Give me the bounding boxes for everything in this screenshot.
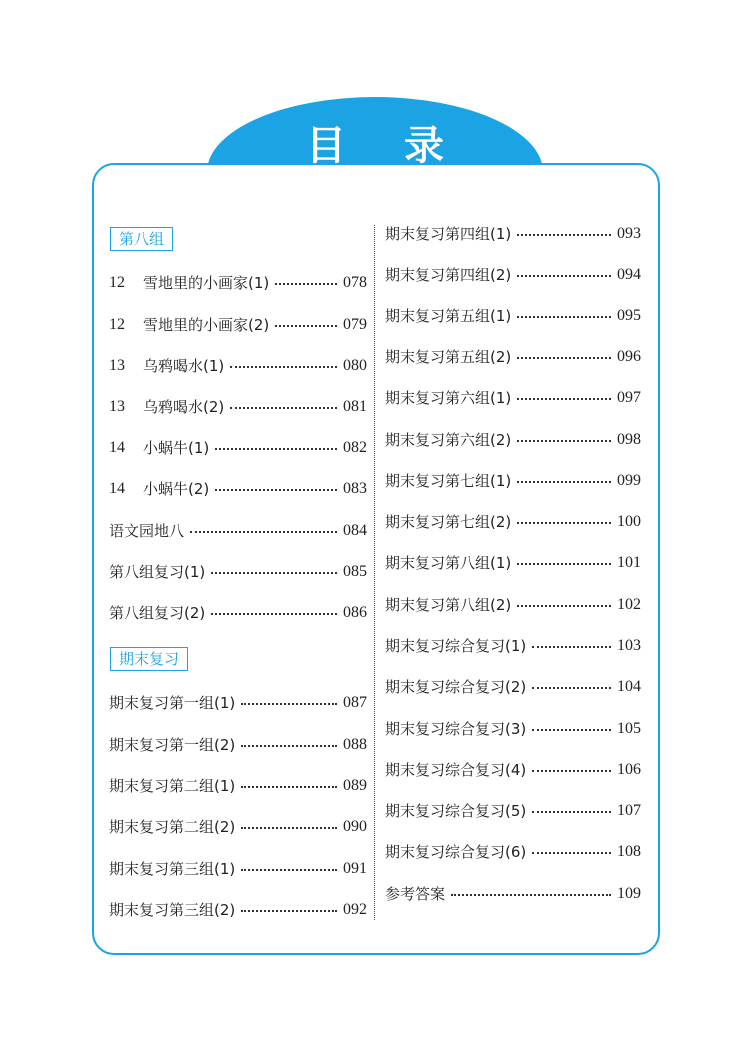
page-number: 102: [617, 596, 641, 613]
entry-title: 期末复习第八组(1): [385, 554, 512, 572]
entry-title: 期末复习第三组(1): [109, 860, 236, 878]
toc-entry[interactable]: [385, 470, 641, 492]
toc-entry[interactable]: [109, 396, 367, 418]
entry-title: 期末复习第七组(1): [385, 472, 512, 490]
page-number: 080: [343, 357, 367, 374]
page-number: 079: [343, 316, 367, 333]
dot-leader: [275, 283, 337, 285]
page-number: 083: [343, 480, 367, 497]
toc-entry[interactable]: [385, 346, 641, 368]
toc-entry[interactable]: [385, 759, 641, 781]
toc-entry[interactable]: [109, 561, 367, 583]
lesson-number: 12: [109, 316, 125, 333]
entry-title: 期末复习第三组(2): [109, 901, 236, 919]
dot-leader: [517, 481, 611, 483]
page-number: 086: [343, 604, 367, 621]
toc-entry[interactable]: [385, 429, 641, 451]
toc-entry[interactable]: [385, 264, 641, 286]
page-number: 088: [343, 736, 367, 753]
entry-title: 期末复习第五组(2): [385, 348, 512, 366]
toc-entry[interactable]: [109, 272, 367, 294]
toc-entry[interactable]: [109, 775, 367, 797]
entry-title: 期末复习第二组(1): [109, 777, 236, 795]
page-number: 104: [617, 678, 641, 695]
dot-leader: [241, 703, 337, 705]
entry-title: 期末复习第四组(1): [385, 225, 512, 243]
section-label-final-review: 期末复习: [110, 647, 188, 671]
entry-title: 期末复习第五组(1): [385, 307, 512, 325]
lesson-number: 12: [109, 274, 125, 291]
toc-entry[interactable]: [109, 858, 367, 880]
toc-entry[interactable]: [109, 437, 367, 459]
toc-entry[interactable]: [109, 734, 367, 756]
toc-entry[interactable]: [385, 841, 641, 863]
page-number: 103: [617, 637, 641, 654]
column-divider: [374, 225, 375, 920]
dot-leader: [517, 398, 611, 400]
entry-title: 小蜗牛(1): [143, 439, 210, 457]
dot-leader: [275, 325, 337, 327]
lesson-number: 13: [109, 357, 125, 374]
page-number: 092: [343, 901, 367, 918]
entry-title: 语文园地八: [109, 522, 185, 540]
toc-entry[interactable]: [385, 594, 641, 616]
entry-title: 期末复习第八组(2): [385, 596, 512, 614]
entry-title: 期末复习第六组(2): [385, 431, 512, 449]
toc-entry[interactable]: [385, 676, 641, 698]
page-number: 107: [617, 802, 641, 819]
toc-entry[interactable]: [385, 718, 641, 740]
page-number: 085: [343, 563, 367, 580]
page-number: 089: [343, 777, 367, 794]
toc-entry[interactable]: [385, 511, 641, 533]
page-number: 101: [617, 554, 641, 571]
dot-leader: [517, 605, 611, 607]
entry-title: 期末复习第一组(1): [109, 694, 236, 712]
toc-entry[interactable]: [109, 314, 367, 336]
entry-title: 雪地里的小画家(2): [143, 316, 270, 334]
dot-leader: [517, 440, 611, 442]
page-number: 095: [617, 307, 641, 324]
dot-leader: [190, 531, 337, 533]
page-number: 106: [617, 761, 641, 778]
dot-leader: [532, 811, 611, 813]
lesson-number: 14: [109, 480, 125, 497]
dot-leader: [215, 489, 337, 491]
entry-title: 期末复习综合复习(4): [385, 761, 527, 779]
dot-leader: [230, 366, 337, 368]
toc-entry[interactable]: [385, 305, 641, 327]
dot-leader: [241, 910, 337, 912]
dot-leader: [241, 745, 337, 747]
entry-title: 乌鸦喝水(1): [143, 357, 225, 375]
dot-leader: [211, 572, 337, 574]
toc-entry[interactable]: [109, 355, 367, 377]
page-number: 093: [617, 225, 641, 242]
page-number: 108: [617, 843, 641, 860]
dot-leader: [215, 448, 337, 450]
page-number: 087: [343, 694, 367, 711]
page-number: 081: [343, 398, 367, 415]
toc-entry[interactable]: [385, 800, 641, 822]
lesson-number: 14: [109, 439, 125, 456]
dot-leader: [532, 852, 611, 854]
toc-entry[interactable]: [385, 223, 641, 245]
dot-leader: [532, 687, 611, 689]
section-label-group8: 第八组: [110, 227, 173, 251]
entry-title: 期末复习综合复习(1): [385, 637, 527, 655]
dot-leader: [241, 869, 337, 871]
toc-entry[interactable]: [385, 635, 641, 657]
toc-entry[interactable]: [109, 520, 367, 542]
toc-entry[interactable]: [109, 602, 367, 624]
dot-leader: [517, 563, 611, 565]
dot-leader: [532, 646, 611, 648]
page-number: 096: [617, 348, 641, 365]
dot-leader: [517, 357, 611, 359]
dot-leader: [211, 613, 337, 615]
toc-entry[interactable]: [109, 899, 367, 921]
dot-leader: [532, 729, 611, 731]
entry-title: 期末复习第一组(2): [109, 736, 236, 754]
entry-title: 期末复习第六组(1): [385, 389, 512, 407]
page-number: 094: [617, 266, 641, 283]
entry-title: 期末复习综合复习(2): [385, 678, 527, 696]
toc-entry[interactable]: [385, 883, 641, 905]
toc-entry[interactable]: [385, 387, 641, 409]
entry-title: 参考答案: [385, 885, 446, 903]
entry-title: 第八组复习(1): [109, 563, 206, 581]
dot-leader: [241, 786, 337, 788]
page-number: 082: [343, 439, 367, 456]
page-number: 100: [617, 513, 641, 530]
page-number: 091: [343, 860, 367, 877]
toc-entry[interactable]: [109, 816, 367, 838]
dot-leader: [241, 827, 337, 829]
dot-leader: [517, 275, 611, 277]
page-number: 097: [617, 389, 641, 406]
page-title: 目 录: [306, 123, 466, 169]
entry-title: 第八组复习(2): [109, 604, 206, 622]
page-number: 084: [343, 522, 367, 539]
toc-entry[interactable]: [109, 692, 367, 714]
dot-leader: [517, 522, 611, 524]
toc-entry[interactable]: [109, 478, 367, 500]
dot-leader: [532, 770, 611, 772]
entry-title: 乌鸦喝水(2): [143, 398, 225, 416]
dot-leader: [230, 407, 337, 409]
page-number: 098: [617, 431, 641, 448]
toc-entry[interactable]: [385, 552, 641, 574]
page-number: 105: [617, 720, 641, 737]
entry-title: 期末复习第二组(2): [109, 818, 236, 836]
entry-title: 期末复习综合复习(6): [385, 843, 527, 861]
page-number: 099: [617, 472, 641, 489]
page-number: 109: [617, 885, 641, 902]
entry-title: 期末复习第四组(2): [385, 266, 512, 284]
dot-leader: [451, 894, 611, 896]
entry-title: 期末复习综合复习(3): [385, 720, 527, 738]
entry-title: 雪地里的小画家(1): [143, 274, 270, 292]
entry-title: 期末复习第七组(2): [385, 513, 512, 531]
entry-title: 小蜗牛(2): [143, 480, 210, 498]
page-number: 078: [343, 274, 367, 291]
dot-leader: [517, 234, 611, 236]
page-number: 090: [343, 818, 367, 835]
lesson-number: 13: [109, 398, 125, 415]
entry-title: 期末复习综合复习(5): [385, 802, 527, 820]
dot-leader: [517, 316, 611, 318]
